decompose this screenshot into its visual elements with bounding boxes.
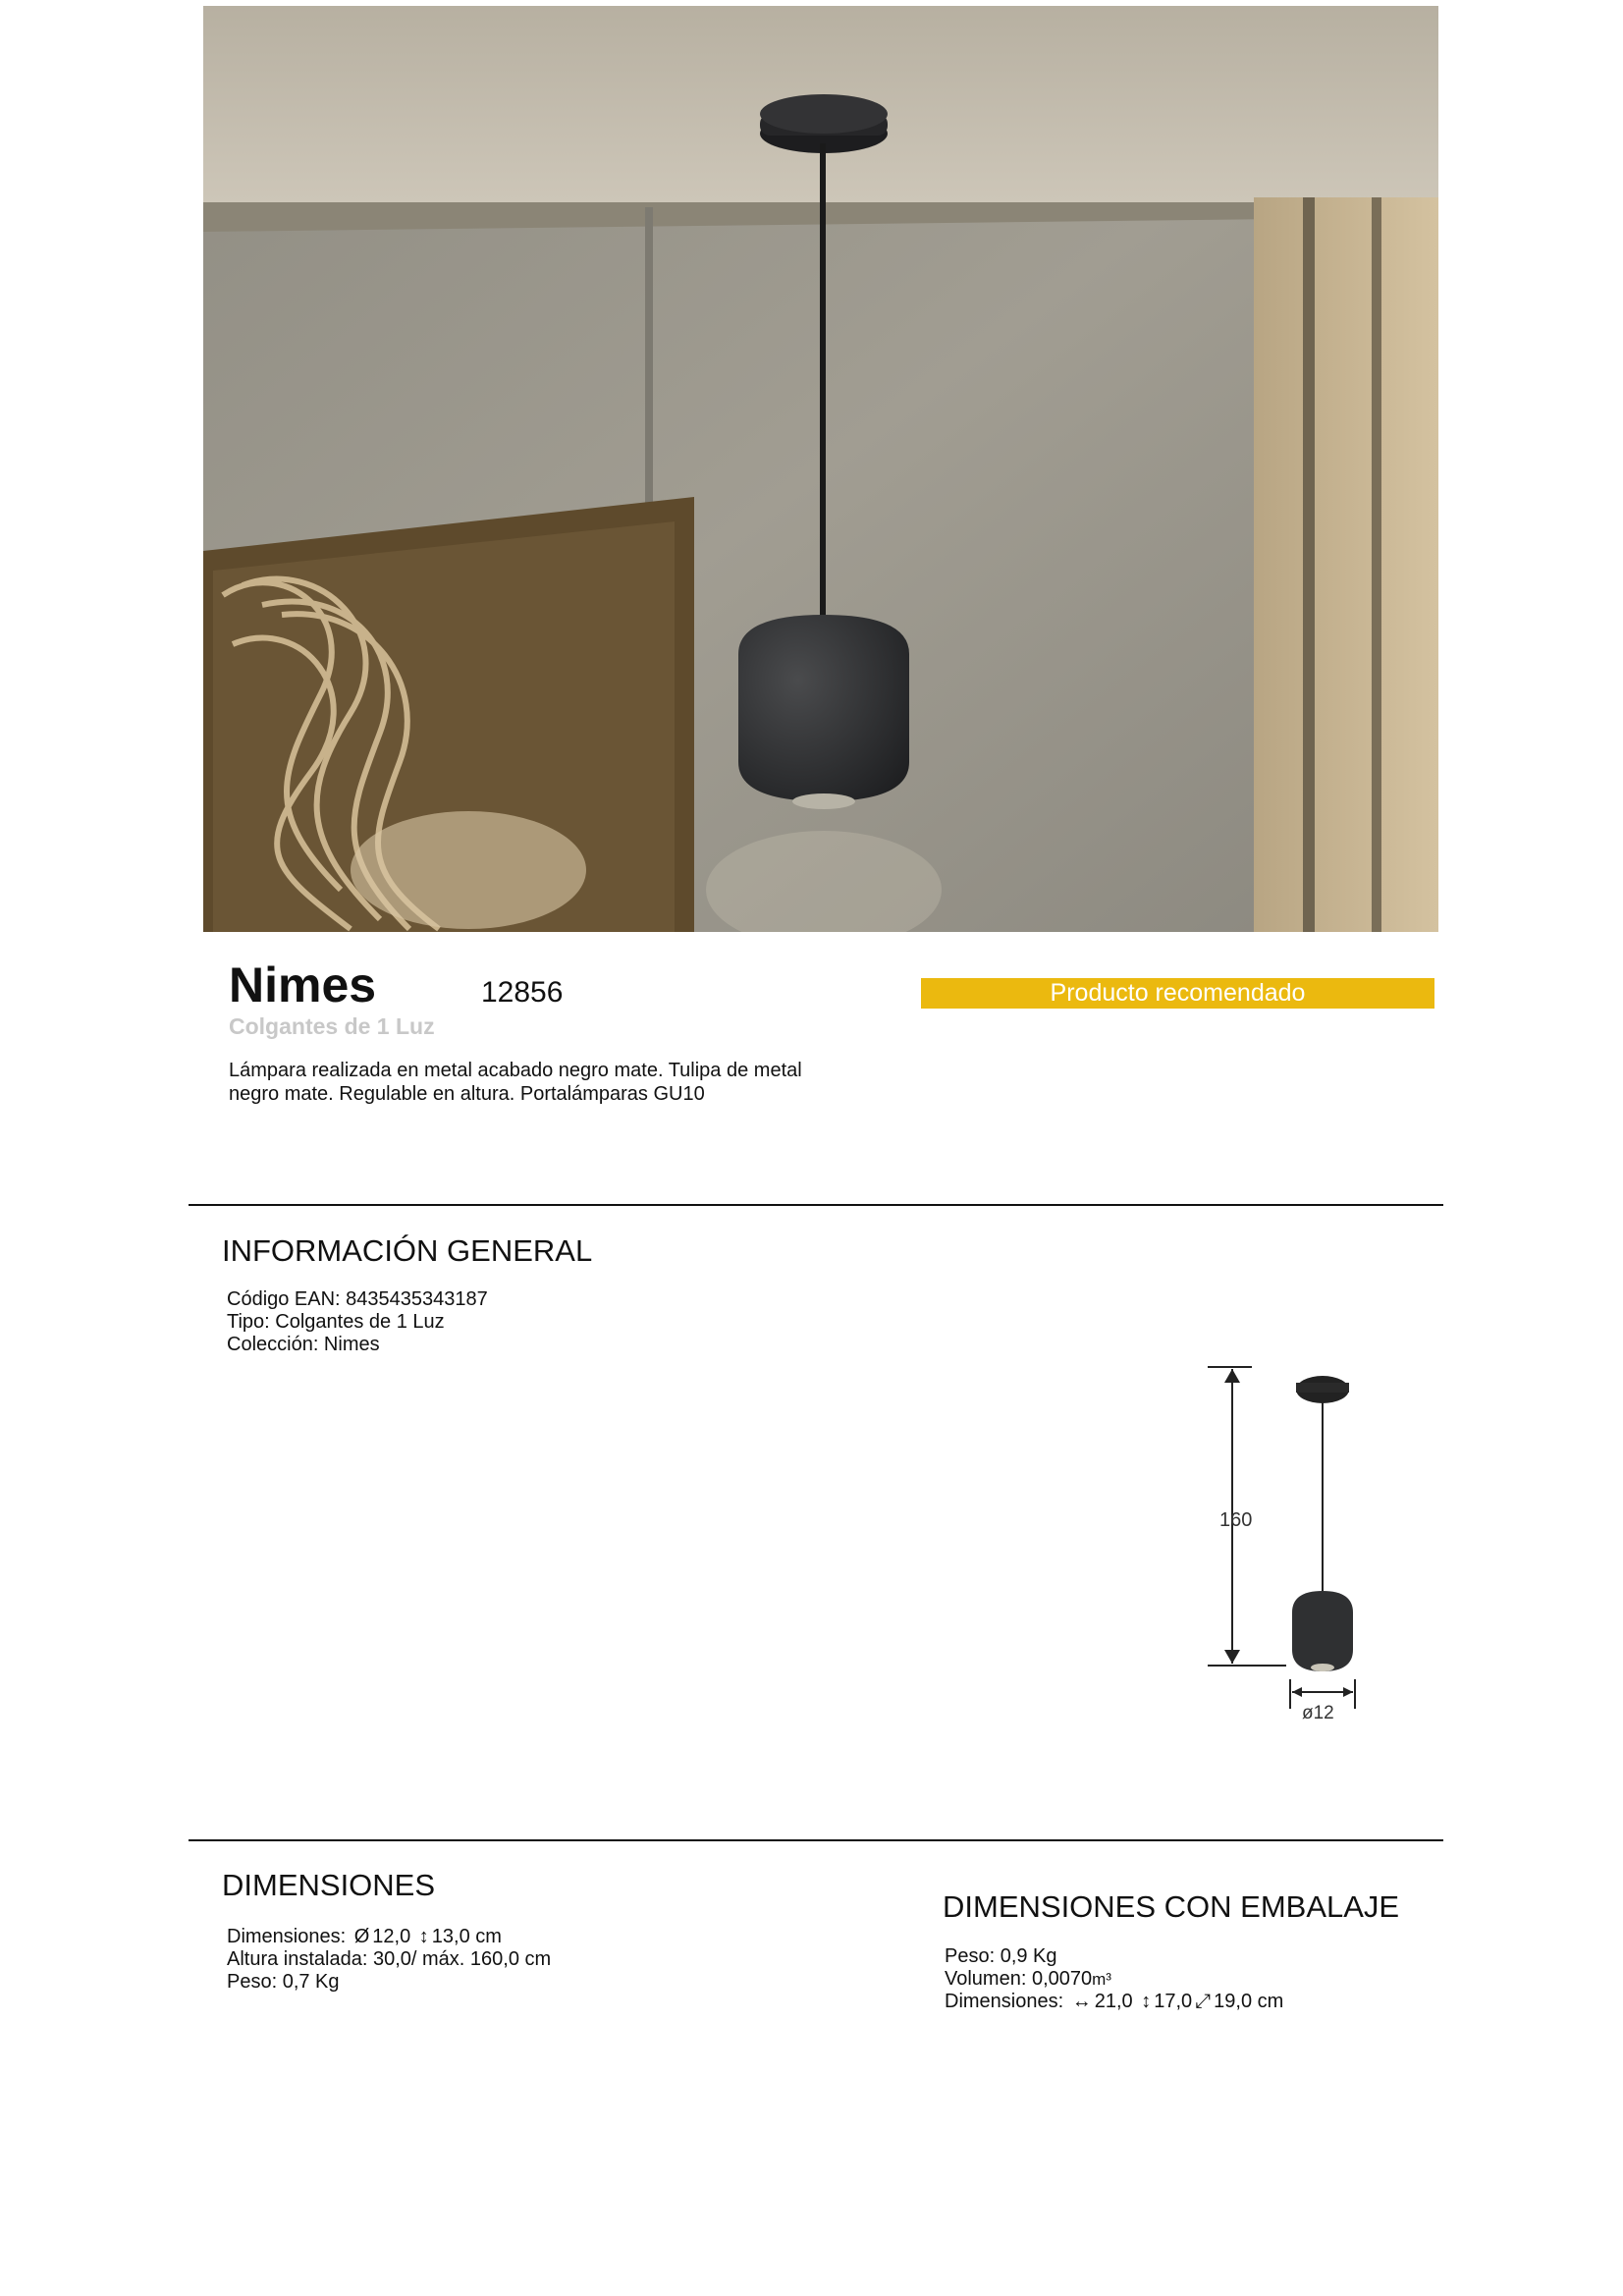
product-photo (203, 6, 1438, 932)
type-item: Tipo: Colgantes de 1 Luz (227, 1311, 445, 1333)
dimensions-list (227, 1926, 551, 1994)
height-value: 17,0 (1154, 1991, 1193, 2012)
packaging-volume: Volumen: 0,0070m³ (945, 1968, 1111, 1990)
installed-height: Altura instalada: 30,0/ máx. 160,0 cm (227, 1948, 552, 1970)
diagonal-arrow-icon: ⤢ (1195, 1991, 1212, 2012)
general-info-title: INFORMACIÓN GENERAL (222, 1233, 593, 1268)
recommended-badge: Producto recomendado (921, 978, 1434, 1009)
dimension-diagram (1208, 1355, 1404, 1738)
packaging-dimensions-row: Dimensiones: ↔ 21,0 ↕ 17,0 ⤢ 19,0 cm (945, 1991, 1284, 2012)
general-info-list (227, 1288, 488, 1356)
height-value: 13,0 cm (431, 1926, 502, 1947)
packaging-list (945, 1945, 1283, 2013)
height-label: 160 (1219, 1509, 1253, 1531)
dimensions-row: Dimensiones: Ø 12,0 ↕ 13,0 cm (227, 1926, 502, 1947)
product-type: Colgantes de 1 Luz (229, 1013, 435, 1039)
section-divider (189, 1839, 1443, 1841)
diameter-icon: Ø (353, 1926, 370, 1947)
horizontal-arrow-icon: ↔ (1071, 1991, 1092, 2012)
packaging-title: DIMENSIONES CON EMBALAJE (943, 1889, 1400, 1924)
section-divider (189, 1204, 1443, 1206)
depth-value: 19,0 cm (1214, 1991, 1284, 2012)
packaging-weight: Peso: 0,9 Kg (945, 1945, 1057, 1967)
product-description: Lámpara realizada en metal acabado negro mate. Tulipa de metal negro mate. Regulable en altura. Portalámparas GU10 (229, 1060, 802, 1105)
vertical-arrow-icon: ↕ (1141, 1991, 1152, 2012)
vertical-arrow-icon: ↕ (418, 1926, 429, 1947)
diameter-label: ø12 (1302, 1703, 1334, 1723)
dimensions-title: DIMENSIONES (222, 1868, 436, 1902)
width-value: 21,0 (1094, 1991, 1133, 2012)
collection-item: Colección: Nimes (227, 1334, 380, 1355)
diameter-value: 12,0 (372, 1926, 411, 1947)
ean-code: Código EAN: 8435435343187 (227, 1288, 488, 1310)
weight: Peso: 0,7 Kg (227, 1971, 340, 1993)
product-code: 12856 (481, 976, 564, 1009)
product-name: Nimes (229, 957, 377, 1012)
